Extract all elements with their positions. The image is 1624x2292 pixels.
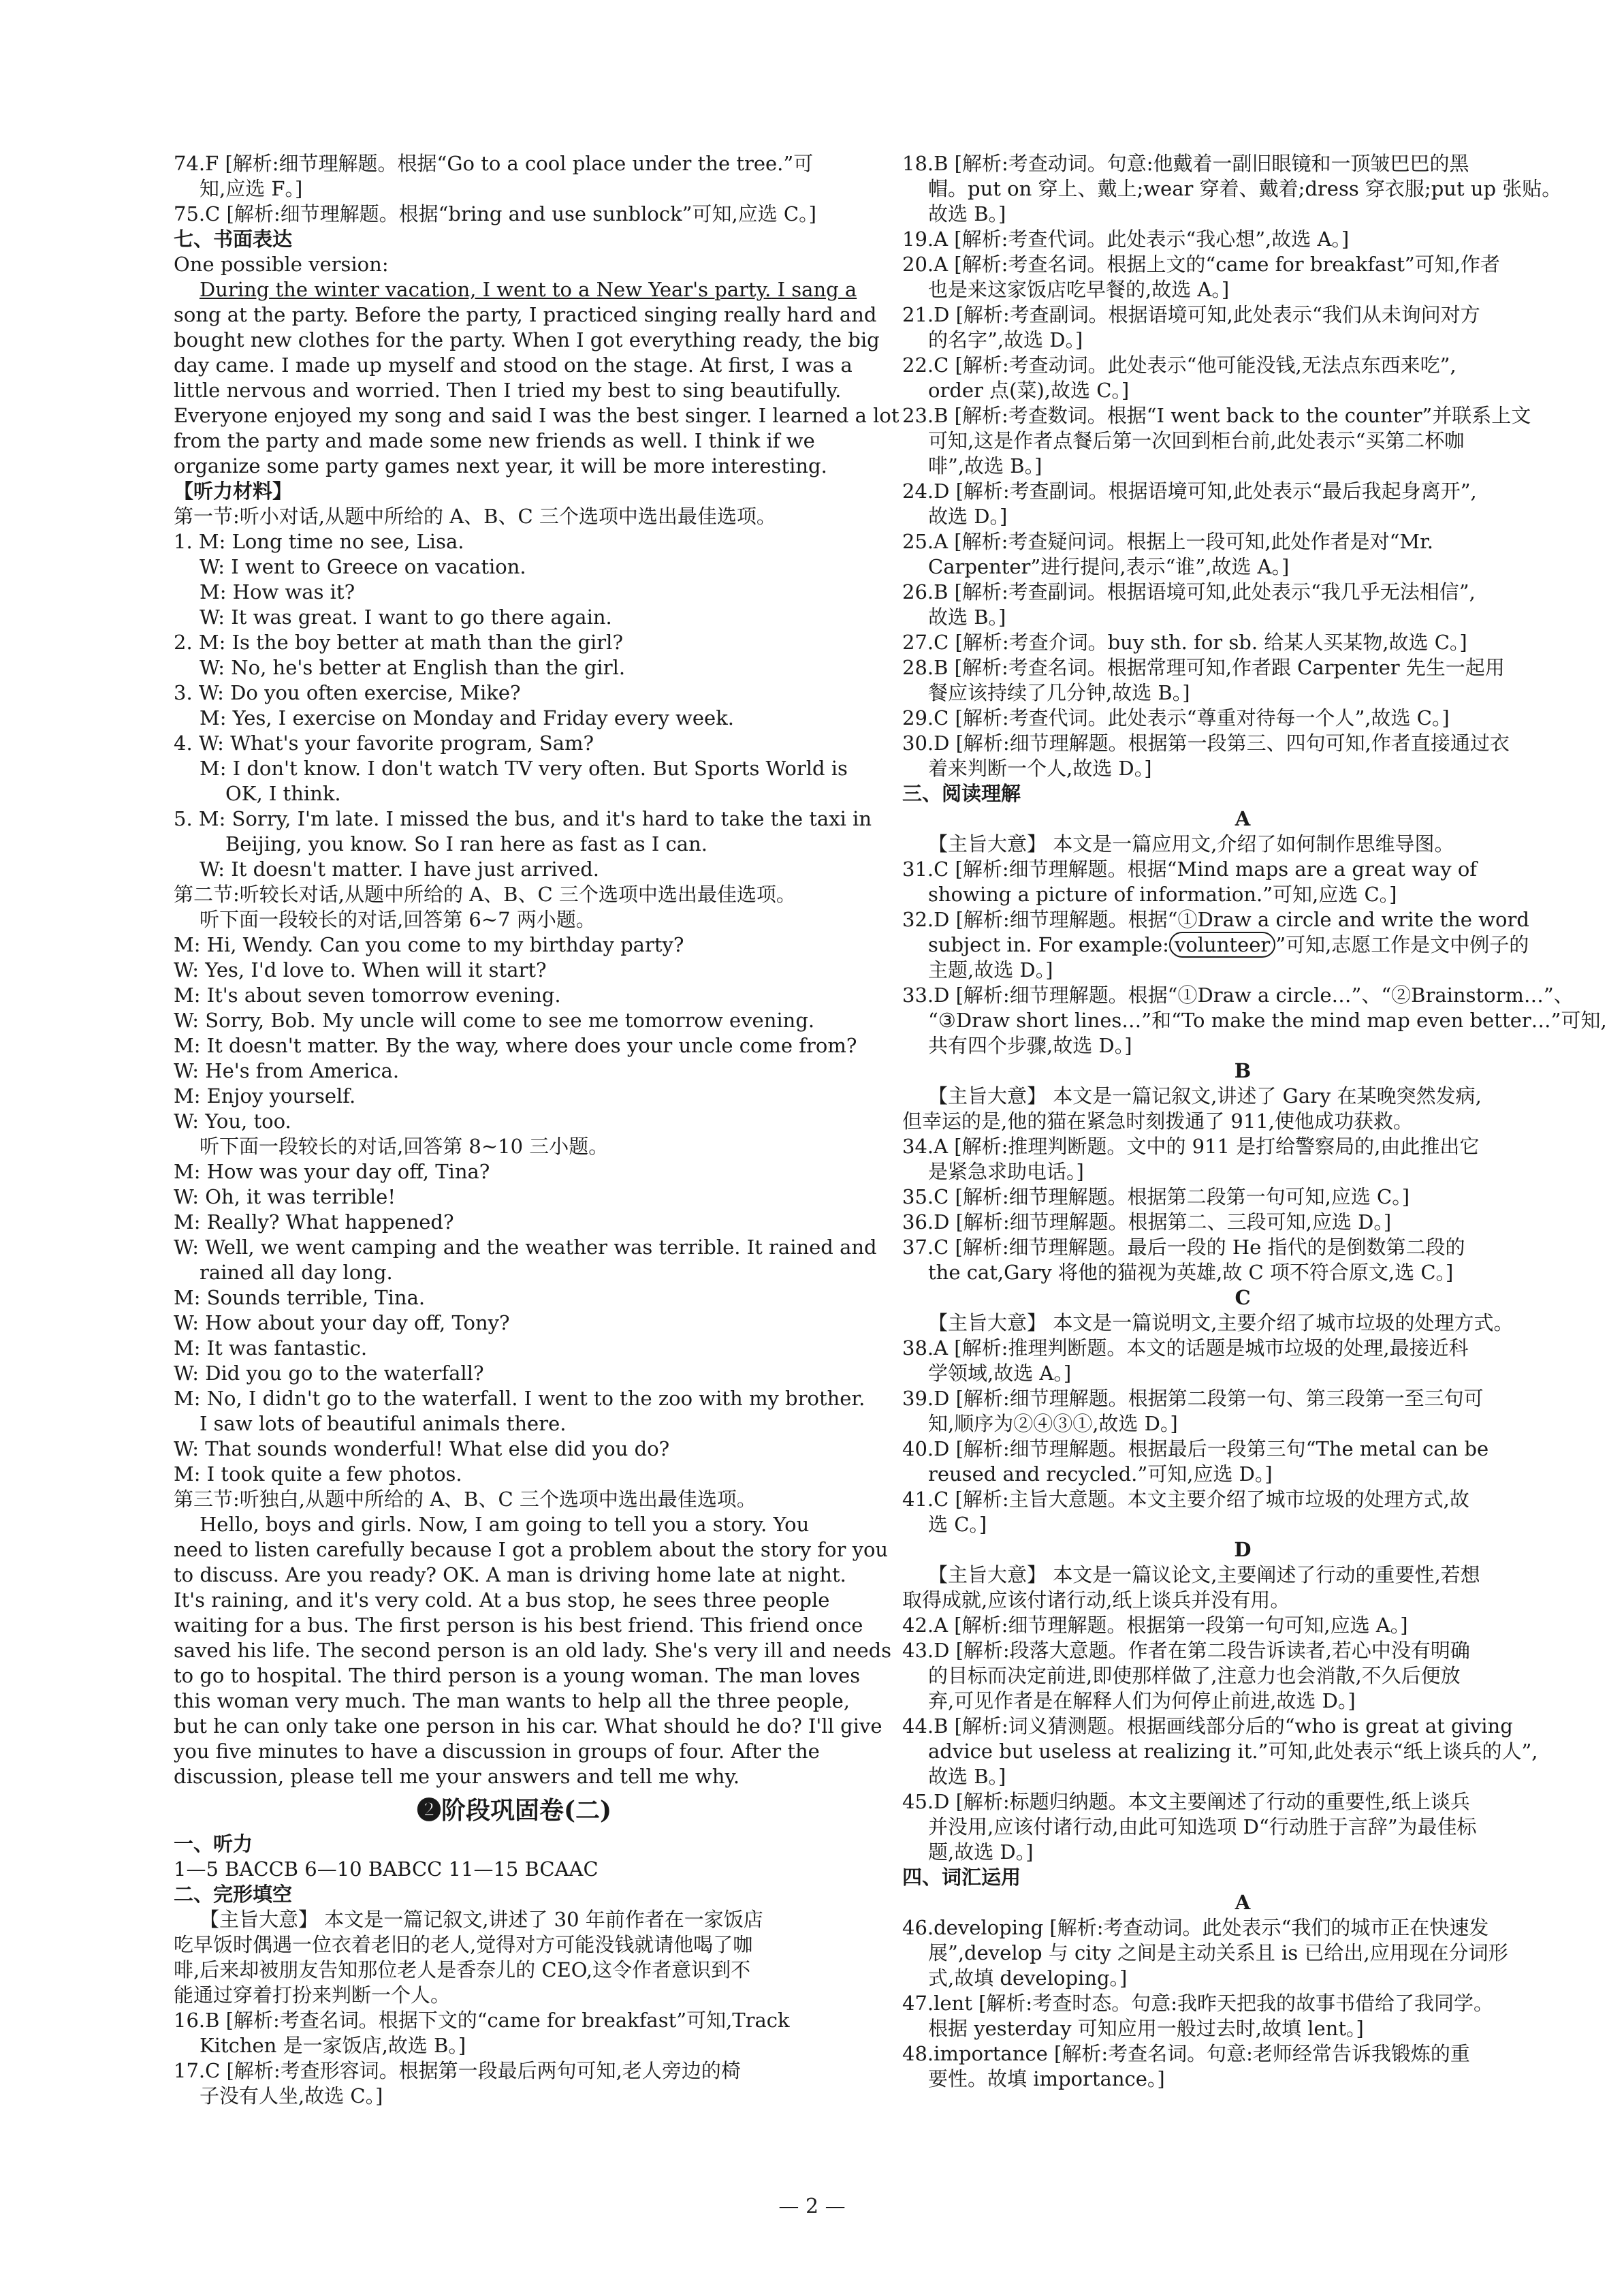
- text-line: 24.D [解析:考查副词。根据语境可知,此处表示“最后我起身离开”,: [902, 480, 1477, 503]
- text-line: subject in. For example: volunteer ”可知,志愿工作是文中例子的: [928, 933, 1529, 956]
- text-line: waiting for a bus. The first person is his best friend. This friend once: [174, 1614, 863, 1637]
- text-line: 取得成就,应该付诸行动,纸上谈兵并没有用。: [902, 1588, 1290, 1612]
- text-line: 一、听力: [174, 1832, 253, 1855]
- text-line: 47.lent [解析:考查时态。句意:我昨天把我的故事书借给了我同学。: [902, 1992, 1493, 2015]
- text-line: need to listen carefully because I got a problem about the story for you: [174, 1538, 889, 1561]
- text-line: 26.B [解析:考查副词。根据语境可知,此处表示“我几乎无法相信”,: [902, 580, 1476, 603]
- text-line: 40.D [解析:细节理解题。根据最后一段第三句“The metal can be: [902, 1437, 1489, 1460]
- text-line: 选 C。]: [928, 1513, 987, 1536]
- text-line: 32.D [解析:细节理解题。根据“①Draw a circle and write the word: [902, 908, 1529, 931]
- text-line: Kitchen 是一家饭店,故选 B。]: [200, 2034, 466, 2057]
- text-line: 5. M: Sorry, I'm late. I missed the bus, and it's hard to take the taxi in: [174, 807, 872, 830]
- right-column: [902, 151, 1607, 2092]
- text-line: 学领域,故选 A。]: [928, 1362, 1072, 1385]
- text-line: 1—5 BACCB 6—10 BABCC 11—15 BCAAC: [174, 1857, 599, 1881]
- text-line: 帽。put on 穿上、戴上;wear 穿着、戴着;dress 穿衣服;put up 张贴。: [928, 177, 1562, 200]
- text-line: M: Sounds terrible, Tina.: [174, 1286, 426, 1309]
- text-line: W: You, too.: [174, 1110, 291, 1133]
- text-line: 38.A [解析:推理判断题。本文的话题是城市垃圾的处理,最接近科: [902, 1336, 1469, 1360]
- text-line: 【主旨大意】 本文是一篇议论文,主要阐述了行动的重要性,若想: [928, 1563, 1480, 1586]
- text-line: 17.C [解析:考查形容词。根据第一段最后两句可知,老人旁边的椅: [174, 2059, 741, 2082]
- text-line: 29.C [解析:考查代词。此处表示“尊重对待每一个人”,故选 C。]: [902, 706, 1450, 729]
- text-line: rained all day long.: [200, 1261, 393, 1284]
- text-line: 共有四个步骤,故选 D。]: [928, 1034, 1132, 1057]
- text-line: 展”,develop 与 city 之间是主动关系且 is 已给出,应用现在分词形: [928, 1941, 1508, 1964]
- text-line: 弃,可见作者是在解释人们为何停止前进,故选 D。]: [928, 1689, 1356, 1712]
- text-line: W: He's from America.: [174, 1059, 400, 1082]
- text-line: C: [1235, 1286, 1251, 1309]
- text-line: 1. M: Long time no see, Lisa.: [174, 530, 464, 553]
- text-line: 21.D [解析:考查副词。根据语境可知,此处表示“我们从未询问对方: [902, 303, 1480, 326]
- text-line: W: Well, we went camping and the weather was terrible. It rained and: [174, 1236, 877, 1259]
- text-line: 2. M: Is the boy better at math than the girl?: [174, 631, 623, 654]
- text-line: W: It doesn't matter. I have just arrived.: [200, 858, 600, 881]
- text-line: 七、书面表达: [174, 227, 293, 251]
- text-line: song at the party. Before the party, I practiced singing really hard and: [174, 303, 877, 326]
- text-line: 吃早饭时偶遇一位衣着老旧的老人,觉得对方可能没钱就请他喝了咖: [174, 1933, 753, 1956]
- text-line: W: That sounds wonderful! What else did you do?: [174, 1437, 670, 1460]
- text-line: M: It doesn't matter. By the way, where does your uncle come from?: [174, 1034, 857, 1057]
- text-line: advice but useless at realizing it.”可知,此处表示“纸上谈兵的人”,: [928, 1740, 1538, 1763]
- text-line: 43.D [解析:段落大意题。作者在第二段告诉读者,若心中没有明确: [902, 1639, 1470, 1662]
- text-line: 74.F [解析:细节理解题。根据“Go to a cool place under the tree.”可: [174, 152, 814, 175]
- text-line: W: How about your day off, Tony?: [174, 1311, 510, 1334]
- text-line: A: [1235, 807, 1251, 830]
- text-line: W: Did you go to the waterfall?: [174, 1362, 484, 1385]
- text-line: 也是来这家饭店吃早餐的,故选 A。]: [928, 278, 1230, 301]
- text-line: to discuss. Are you ready? OK. A man is driving home late at night.: [174, 1563, 846, 1586]
- text-line: 故选 D。]: [928, 505, 1008, 528]
- text-line: Beijing, you know. So I ran here as fast as I can.: [225, 832, 707, 855]
- text-line: this woman very much. The man wants to help all the three people,: [174, 1689, 850, 1712]
- text-line: 25.A [解析:考查疑问词。根据上一段可知,此处作者是对“Mr.: [902, 530, 1433, 553]
- text-line: 根据 yesterday 可知应用一般过去时,故填 lent。]: [928, 2017, 1364, 2040]
- text-line: 能通过穿着打扮来判断一个人。: [174, 1983, 451, 2007]
- text-line: W: No, he's better at English than the girl.: [200, 656, 626, 679]
- text-line: M: I don't know. I don't watch TV very often. But Sports World is: [200, 757, 848, 780]
- text-line: 并没用,应该付诸行动,由此可知选项 D“行动胜于言辞”为最佳标: [928, 1815, 1477, 1838]
- text-line: 【主旨大意】 本文是一篇应用文,介绍了如何制作思维导图。: [928, 832, 1454, 855]
- text-line: ❷阶段巩固卷(二): [416, 1796, 612, 1825]
- text-line: M: I took quite a few photos.: [174, 1462, 462, 1486]
- text-line: 48.importance [解析:考查名词。句意:老师经常告诉我锻炼的重: [902, 2042, 1470, 2065]
- text-line: 16.B [解析:考查名词。根据下文的“came for breakfast”可知,Track: [174, 2009, 790, 2032]
- text-line: M: It was fantastic.: [174, 1336, 368, 1360]
- text-line: 23.B [解析:考查数词。根据“I went back to the counter”并联系上文: [902, 404, 1531, 427]
- text-line: 3. W: Do you often exercise, Mike?: [174, 681, 521, 704]
- text-line: showing a picture of information.”可知,应选 C。]: [928, 883, 1397, 906]
- text-line: 子没有人坐,故选 C。]: [200, 2084, 383, 2107]
- text-line: 30.D [解析:细节理解题。根据第一段第三、四句可知,作者直接通过衣: [902, 732, 1510, 755]
- text-line: W: Yes, I'd love to. When will it start?: [174, 958, 547, 982]
- text-line: 35.C [解析:细节理解题。根据第二段第一句可知,应选 C。]: [902, 1185, 1410, 1208]
- text-line: 式,故填 developing。]: [928, 1966, 1128, 1990]
- text-line: 36.D [解析:细节理解题。根据第二、三段可知,应选 D。]: [902, 1210, 1392, 1234]
- text-line: 题,故选 D。]: [928, 1840, 1034, 1864]
- text-line: bought new clothes for the party. When I got everything ready, the big: [174, 328, 880, 351]
- circled-word: volunteer: [1169, 932, 1275, 958]
- text-line: 45.D [解析:标题归纳题。本文主要阐述了行动的重要性,纸上谈兵: [902, 1790, 1470, 1813]
- text-line: Carpenter”进行提问,表示“谁”,故选 A。]: [928, 555, 1290, 578]
- text-line: 啡,后来却被朋友告知那位老人是香奈儿的 CEO,这令作者意识到不: [174, 1958, 751, 1981]
- text-line: little nervous and worried. Then I tried my best to sing beautifully.: [174, 379, 842, 402]
- text-line: W: Oh, it was terrible!: [174, 1185, 396, 1208]
- text-line: 听下面一段较长的对话,回答第 8~10 三小题。: [200, 1135, 609, 1158]
- text-line: 餐应该持续了几分钟,故选 B。]: [928, 681, 1190, 704]
- text-line: 【听力材料】: [174, 480, 293, 503]
- text-line: order 点(菜),故选 C。]: [928, 379, 1130, 402]
- text-line: 可知,这是作者点餐后第一次回到柜台前,此处表示“买第二杯咖: [928, 429, 1465, 452]
- text-line: M: How was your day off, Tina?: [174, 1160, 490, 1183]
- text-line: D: [1234, 1538, 1252, 1561]
- text-line: Everyone enjoyed my song and said I was the best singer. I learned a lot: [174, 404, 899, 427]
- text-line: 的目标而决定前进,即使那样做了,注意力也会消散,不久后便放: [928, 1664, 1461, 1687]
- text-line: saved his life. The second person is an old lady. She's very ill and needs: [174, 1639, 892, 1662]
- text-line: 44.B [解析:词义猜测题。根据画线部分后的“who is great at giving: [902, 1714, 1513, 1738]
- text-line: M: No, I didn't go to the waterfall. I went to the zoo with my brother.: [174, 1387, 865, 1410]
- text-line: 【主旨大意】 本文是一篇记叙文,讲述了 30 年前作者在一家饭店: [200, 1908, 763, 1931]
- text-line: M: It's about seven tomorrow evening.: [174, 984, 561, 1007]
- text-line: you five minutes to have a discussion in groups of four. After the: [174, 1740, 820, 1763]
- text-line: 知,应选 F。]: [200, 177, 303, 200]
- text-line: organize some party games next year, it will be more interesting.: [174, 454, 827, 477]
- text-line: 46.developing [解析:考查动词。此处表示“我们的城市正在快速发: [902, 1916, 1489, 1939]
- text-line: W: I went to Greece on vacation.: [200, 555, 526, 578]
- text-line: “③Draw short lines…”和“To make the mind map even better…”可知,: [928, 1009, 1607, 1032]
- text-line: from the party and made some new friends as well. I think if we: [174, 429, 815, 452]
- text-line: 主题,故选 D。]: [928, 958, 1053, 982]
- text-line: During the winter vacation, I went to a New Year's party. I sang a: [200, 278, 857, 301]
- text-line: 37.C [解析:细节理解题。最后一段的 He 指代的是倒数第二段的: [902, 1236, 1465, 1259]
- text-line: Hello, boys and girls. Now, I am going to tell you a story. You: [200, 1513, 810, 1536]
- text-line: 31.C [解析:细节理解题。根据“Mind maps are a great way of: [902, 858, 1478, 881]
- text-line: 着来判断一个人,故选 D。]: [928, 757, 1152, 780]
- text-line: reused and recycled.”可知,应选 D。]: [928, 1462, 1273, 1486]
- text-line: the cat,Gary 将他的猫视为英雄,故 C 项不符合原文,选 C。]: [928, 1261, 1454, 1284]
- text-line: I saw lots of beautiful animals there.: [200, 1412, 567, 1435]
- text-line: but he can only take one person in his car. What should he do? I'll give: [174, 1714, 882, 1738]
- text-line: 四、词汇运用: [902, 1866, 1021, 1889]
- text-line: M: Yes, I exercise on Monday and Friday every week.: [200, 706, 734, 729]
- text-line: 故选 B。]: [928, 1765, 1006, 1788]
- text-line: 二、完形填空: [174, 1883, 293, 1906]
- text-line: 要性。故填 importance。]: [928, 2067, 1165, 2090]
- text-line: M: Hi, Wendy. Can you come to my birthday party?: [174, 933, 684, 956]
- left-column: [174, 151, 899, 2109]
- text-line: 39.D [解析:细节理解题。根据第二段第一句、第三段第一至三句可: [902, 1387, 1484, 1410]
- text-line: 20.A [解析:考查名词。根据上文的“came for breakfast”可知,作者: [902, 253, 1500, 276]
- page-number: — 2 —: [778, 2195, 846, 2218]
- text-line: 27.C [解析:考查介词。buy sth. for sb. 给某人买某物,故选 C。]: [902, 631, 1467, 654]
- text-line: 的名字”,故选 D。]: [928, 328, 1083, 351]
- text-line: M: How was it?: [200, 580, 355, 603]
- text-line: 33.D [解析:细节理解题。根据“①Draw a circle…”、“②Brainstorm…”、: [902, 984, 1574, 1007]
- text-line: to go to hospital. The third person is a young woman. The man loves: [174, 1664, 861, 1687]
- text-line: 啡”,故选 B。]: [928, 454, 1042, 477]
- text-line: 18.B [解析:考查动词。句意:他戴着一副旧眼镜和一顶皱巴巴的黑: [902, 152, 1469, 175]
- text-line: One possible version:: [174, 253, 389, 276]
- text-line: 故选 B。]: [928, 202, 1006, 225]
- text-line: M: Enjoy yourself.: [174, 1084, 356, 1108]
- text-line: 4. W: What's your favorite program, Sam?: [174, 732, 594, 755]
- text-line: M: Really? What happened?: [174, 1210, 454, 1234]
- text-line: 故选 B。]: [928, 606, 1006, 629]
- text-line: 19.A [解析:考查代词。此处表示“我心想”,故选 A。]: [902, 227, 1350, 251]
- text-line: 42.A [解析:细节理解题。根据第一段第一句可知,应选 A。]: [902, 1614, 1408, 1637]
- text-line: 但幸运的是,他的猫在紧急时刻拨通了 911,使他成功获救。: [902, 1110, 1414, 1133]
- text-line: 第一节:听小对话,从题中所给的 A、B、C 三个选项中选出最佳选项。: [174, 505, 776, 528]
- text-line: A: [1235, 1891, 1251, 1914]
- text-line: 34.A [解析:推理判断题。文中的 911 是打给警察局的,由此推出它: [902, 1135, 1480, 1158]
- text-line: 知,顺序为②④③①,故选 D。]: [928, 1412, 1178, 1435]
- text-line: 【主旨大意】 本文是一篇说明文,主要介绍了城市垃圾的处理方式。: [928, 1311, 1514, 1334]
- text-line: 41.C [解析:主旨大意题。本文主要介绍了城市垃圾的处理方式,故: [902, 1488, 1469, 1511]
- text-line: 听下面一段较长的对话,回答第 6~7 两小题。: [200, 908, 596, 931]
- text-line: 是紧急求助电话。]: [928, 1160, 1084, 1183]
- text-line: 第二节:听较长对话,从题中所给的 A、B、C 三个选项中选出最佳选项。: [174, 883, 796, 906]
- text-line: B: [1234, 1059, 1252, 1082]
- text-line: 【主旨大意】 本文是一篇记叙文,讲述了 Gary 在某晚突然发病,: [928, 1084, 1482, 1108]
- text-line: day came. I made up myself and stood on the stage. At first, I was a: [174, 354, 853, 377]
- text-line: W: It was great. I want to go there again.: [200, 606, 612, 629]
- text-line: 75.C [解析:细节理解题。根据“bring and use sunblock”可知,应选 C。]: [174, 202, 816, 225]
- text-line: 三、阅读理解: [902, 782, 1021, 805]
- text-line: OK, I think.: [225, 782, 341, 805]
- text-line: 28.B [解析:考查名词。根据常理可知,作者跟 Carpenter 先生一起用: [902, 656, 1505, 679]
- text-line: 第三节:听独白,从题中所给的 A、B、C 三个选项中选出最佳选项。: [174, 1488, 757, 1511]
- text-line: It's raining, and it's very cold. At a bus stop, he sees three people: [174, 1588, 830, 1612]
- text-line: discussion, please tell me your answers and tell me why.: [174, 1765, 740, 1788]
- text-line: W: Sorry, Bob. My uncle will come to see me tomorrow evening.: [174, 1009, 815, 1032]
- text-line: 22.C [解析:考查动词。此处表示“他可能没钱,无法点东西来吃”,: [902, 354, 1456, 377]
